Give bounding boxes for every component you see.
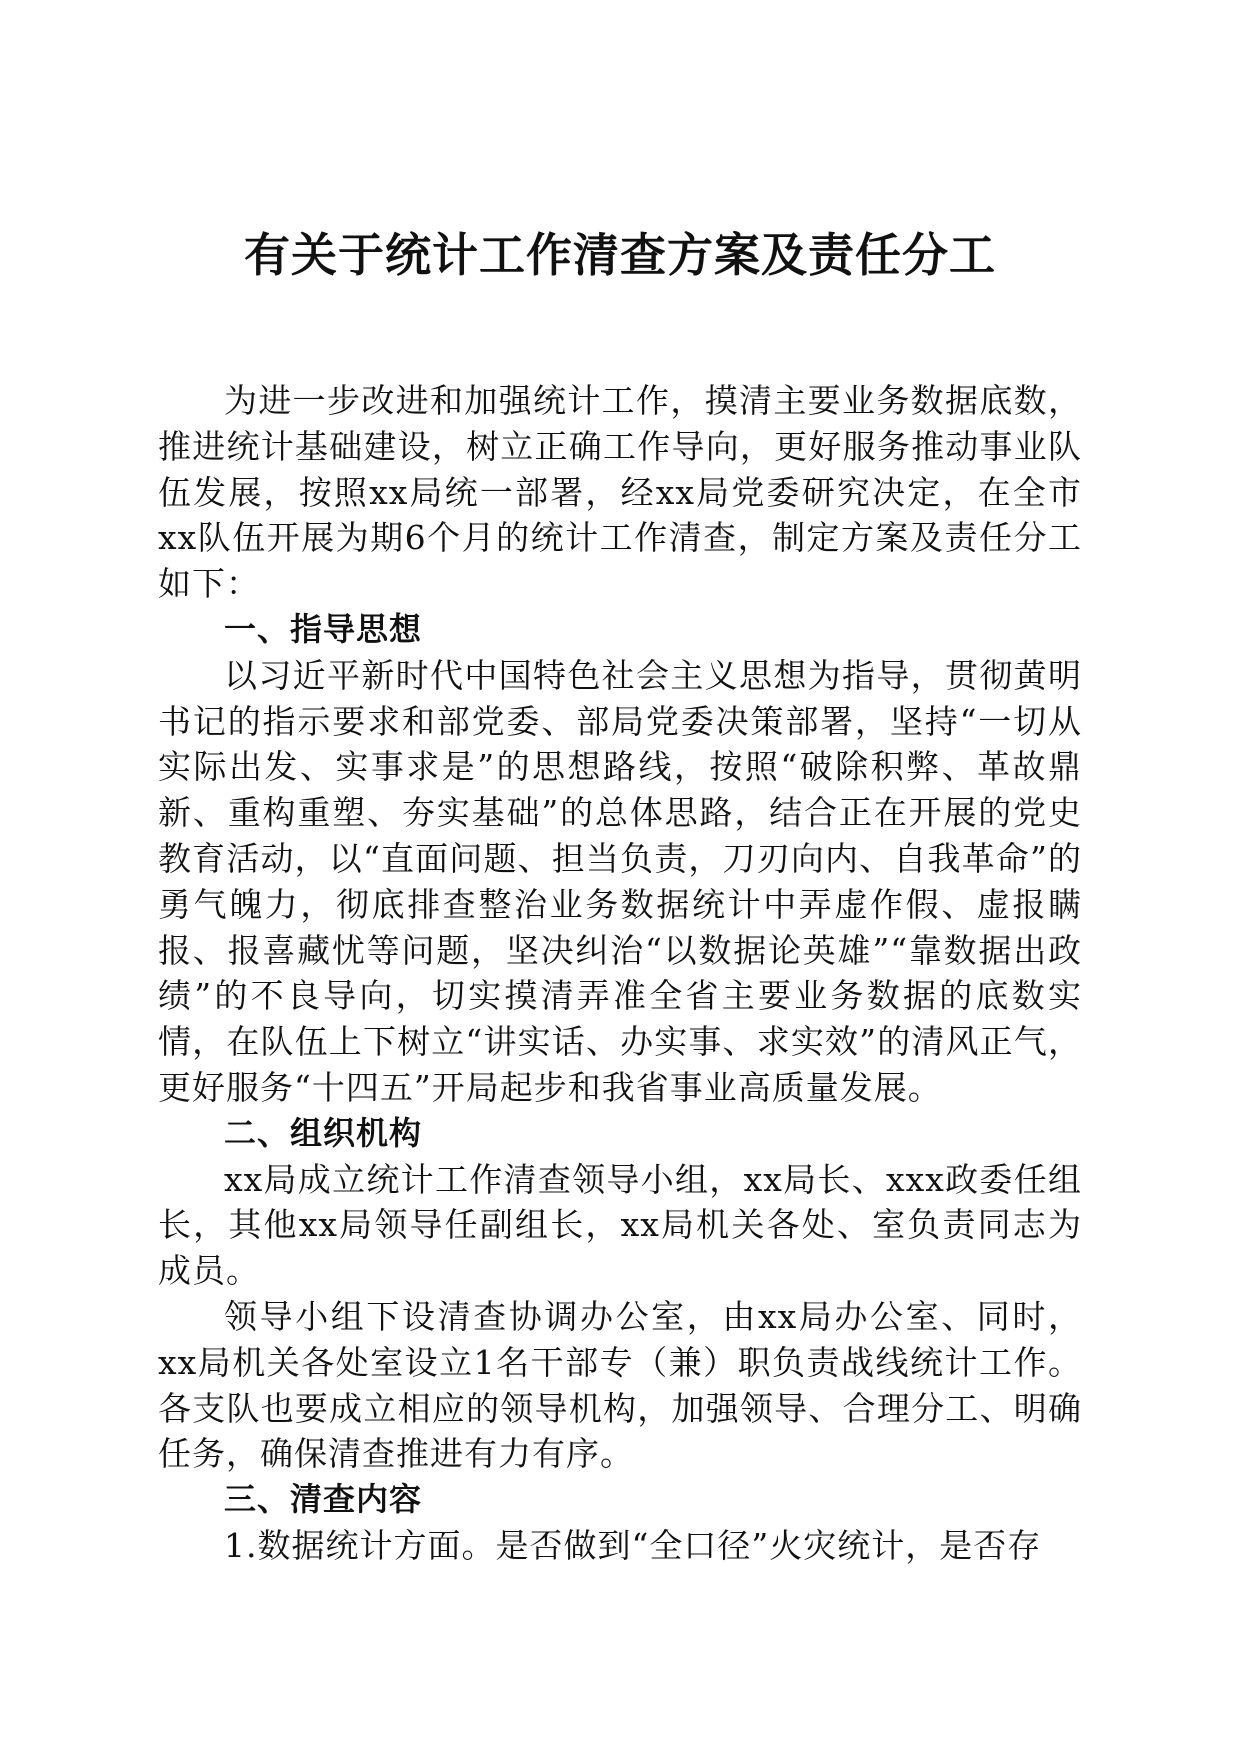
section-heading: 三、清查内容 bbox=[224, 1480, 423, 1519]
section-guiding-ideology bbox=[158, 607, 1082, 1111]
section-inspection-content bbox=[158, 1477, 1082, 1569]
intro-paragraph: 为进一步改进和加强统计工作，摸清主要业务数据底数，推进统计基础建设，树立正确工作导向，更好服务推动事业队伍发展，按照xx局统一部署，经xx局党委研究决定，在全市xx队伍开展为期6个月的统计工作清查，制定方案及责任分工如下： bbox=[158, 381, 1082, 604]
section-paragraph: 1.数据统计方面。是否做到“全口径”火灾统计，是否存 bbox=[224, 1525, 1042, 1565]
section-paragraph: 以习近平新时代中国特色社会主义思想为指导，贯彻黄明书记的指示要求和部党委、部局党委决策部署，坚持“一切从实际出发、实事求是”的思想路线，按照“破除积弊、革故鼎新、重构重塑、夯实基础”的总体思路，结合正在开展的党史教育活动，以“直面问题、担当负责，刀刃向内、自我革命”的勇气魄力，彻底排查整治业务数据统计中弄虚作假、虚报瞒报、报喜藏忧等问题，坚决纠治“以数据论英雄”“靠数据出政绩”的不良导向，切实摸清弄准全省主要业务数据的底数实情，在队伍上下树立“讲实话、办实事、求实效”的清风正气，更好服务“十四五”开局起步和我省事业高质量发展。 bbox=[158, 655, 1082, 1107]
document-body bbox=[158, 378, 1082, 1569]
document-title: 有关于统计工作清查方案及责任分工 bbox=[244, 228, 996, 282]
section-organization bbox=[158, 1111, 1082, 1477]
section-heading: 二、组织机构 bbox=[224, 1113, 423, 1152]
section-paragraph: xx局成立统计工作清查领导小组，xx局长、xxx政委任组长，其他xx局领导任副组长，xx局机关各处、室负责同志为成员。 bbox=[158, 1159, 1082, 1291]
section-heading: 一、指导思想 bbox=[224, 609, 423, 648]
section-paragraph: 领导小组下设清查协调办公室，由xx局办公室、同时，xx局机关各处室设立1名干部专（兼）职负责战线统计工作。各支队也要成立相应的领导机构，加强领导、合理分工、明确任务，确保清查推进有力有序。 bbox=[158, 1296, 1082, 1474]
